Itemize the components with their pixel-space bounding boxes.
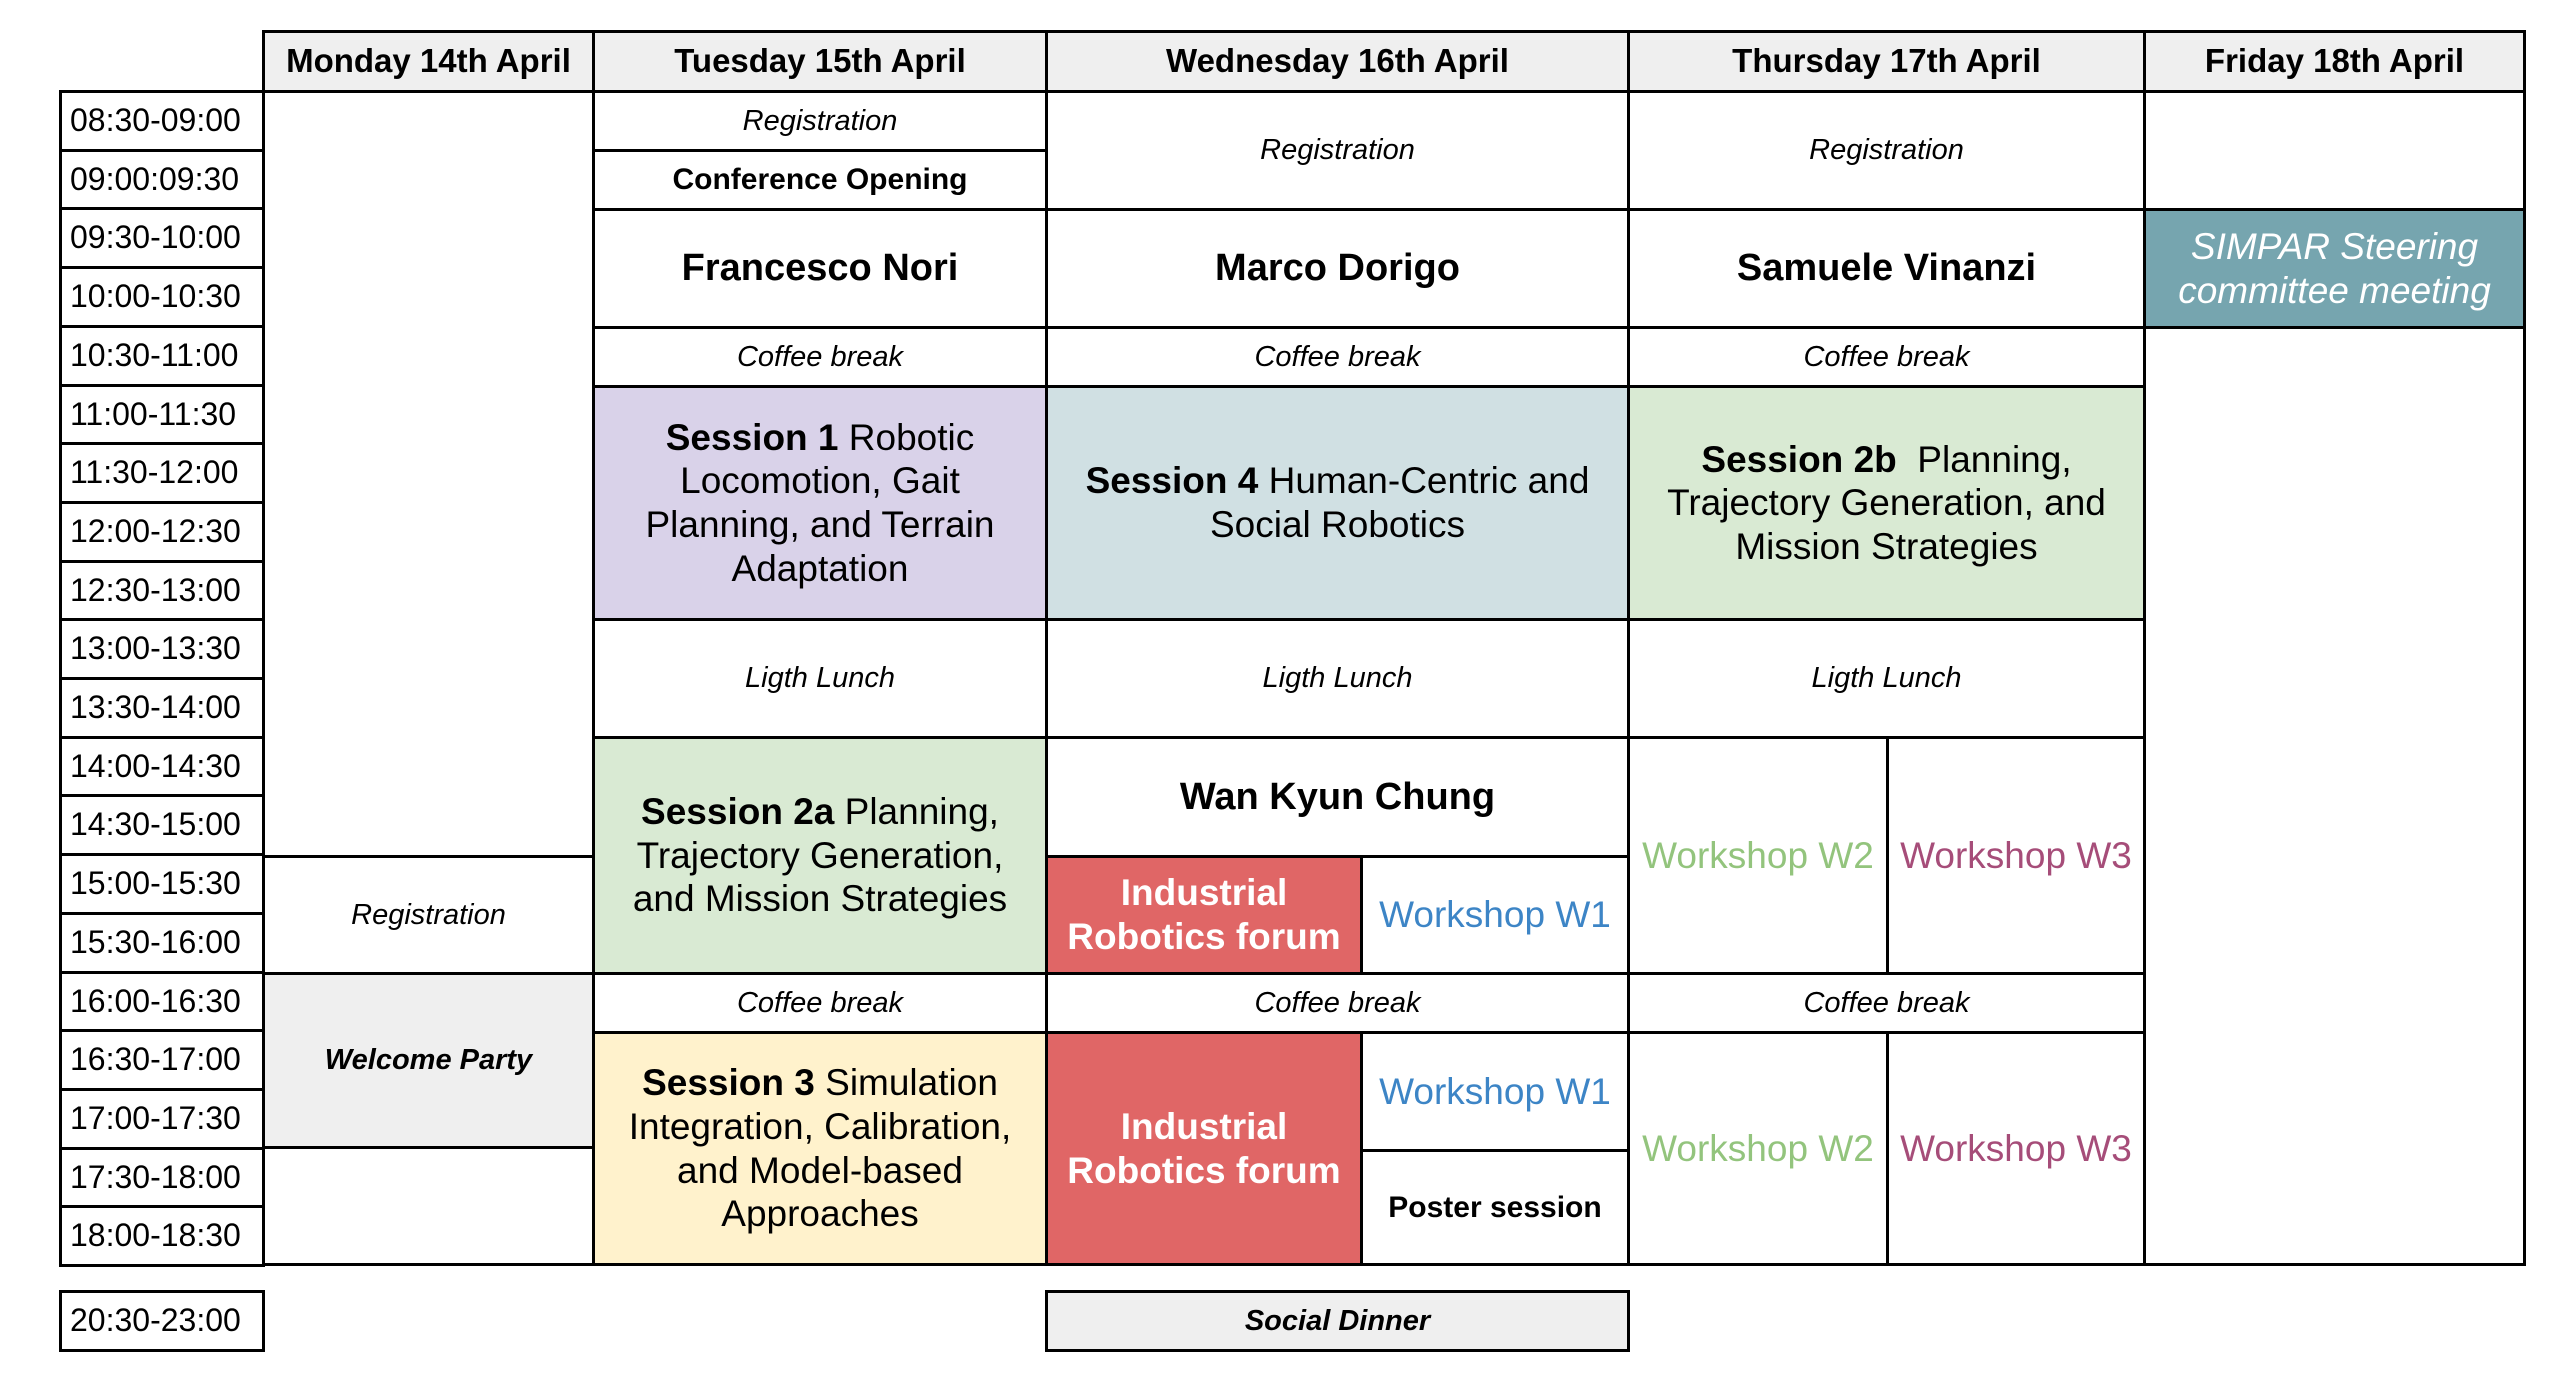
- thursday-keynote: Samuele Vinanzi: [1627, 208, 2146, 329]
- time-slot: 15:30-16:00: [59, 912, 265, 974]
- tuesday-keynote: Francesco Nori: [592, 208, 1048, 329]
- steering-meeting-label: SIMPAR Steering committee meeting: [2178, 225, 2491, 311]
- monday-welcome-party: Welcome Party: [262, 972, 595, 1149]
- session-2a-title: Session 2a: [641, 791, 835, 833]
- time-slot: 08:30-09:00: [59, 90, 265, 152]
- time-slot-evening: 20:30-23:00: [59, 1290, 265, 1352]
- time-slot: 13:00-13:30: [59, 618, 265, 680]
- session-2a-topic: Planning, Trajectory Generation, and Mission Strategies: [632, 791, 1008, 920]
- thursday-registration: Registration: [1627, 90, 2146, 211]
- tuesday-conference-opening: Conference Opening: [592, 149, 1048, 211]
- time-slot: 16:30-17:00: [59, 1029, 265, 1091]
- thursday-workshop-w2-a: Workshop W2: [1627, 736, 1889, 975]
- thursday-workshop-w3-b: Workshop W3: [1886, 1031, 2146, 1266]
- time-slot: 14:30-15:00: [59, 794, 265, 856]
- time-slot: 12:00-12:30: [59, 501, 265, 563]
- wednesday-keynote-afternoon: Wan Kyun Chung: [1045, 736, 1630, 858]
- wednesday-poster-session: Poster session: [1360, 1149, 1630, 1266]
- time-slot: 17:30-18:00: [59, 1147, 265, 1208]
- wednesday-coffee-break-afternoon: Coffee break: [1045, 972, 1630, 1034]
- time-slot: 09:30-10:00: [59, 207, 265, 269]
- time-slot: 11:00-11:30: [59, 384, 265, 445]
- session-1-topic: Robotic Locomotion, Gait Planning, and Terrain Adaptation: [645, 416, 995, 589]
- wednesday-keynote: Marco Dorigo: [1045, 208, 1630, 329]
- monday-registration: Registration: [262, 855, 595, 975]
- time-slot: 10:00-10:30: [59, 266, 265, 328]
- session-2b-topic: Planning, Trajectory Generation, and Mission Strategies: [1667, 438, 2117, 567]
- time-slot: 18:00-18:30: [59, 1205, 265, 1267]
- tuesday-registration: Registration: [592, 90, 1048, 152]
- time-slot: 16:00-16:30: [59, 971, 265, 1032]
- session-4-topic: Human-Centric and Social Robotics: [1209, 460, 1590, 545]
- wednesday-registration: Registration: [1045, 90, 1630, 211]
- monday-free-morning: [262, 90, 595, 858]
- time-slot: 14:00-14:30: [59, 736, 265, 797]
- wednesday-session-4: [1045, 385, 1630, 621]
- header-thursday: Thursday 17th April: [1627, 30, 2146, 93]
- tuesday-light-lunch: Ligth Lunch: [592, 618, 1048, 739]
- friday-free-morning: [2143, 90, 2526, 211]
- friday-steering-meeting: [2143, 208, 2526, 329]
- time-slot: 09:00:09:30: [59, 149, 265, 210]
- time-slot: 11:30-12:00: [59, 442, 265, 504]
- session-4-title: Session 4: [1085, 460, 1259, 502]
- time-slot: 15:00-15:30: [59, 853, 265, 915]
- wednesday-workshop-w1-a: Workshop W1: [1360, 855, 1630, 975]
- social-dinner: Social Dinner: [1045, 1290, 1630, 1352]
- header-friday: Friday 18th April: [2143, 30, 2526, 93]
- header-monday: Monday 14th April: [262, 30, 595, 93]
- time-slot: 12:30-13:00: [59, 560, 265, 621]
- session-1-title: Session 1: [665, 416, 839, 458]
- friday-free-rest: [2143, 326, 2526, 1266]
- wednesday-workshop-w1-b: Workshop W1: [1360, 1031, 1630, 1152]
- wednesday-industrial-forum-1: Industrial Robotics forum: [1045, 855, 1363, 975]
- wednesday-industrial-forum-2: Industrial Robotics forum: [1045, 1031, 1363, 1266]
- wednesday-light-lunch: Ligth Lunch: [1045, 618, 1630, 739]
- header-wednesday: Wednesday 16th April: [1045, 30, 1630, 93]
- thursday-workshop-w3-a: Workshop W3: [1886, 736, 2146, 975]
- monday-free-evening: [262, 1146, 595, 1266]
- thursday-workshop-w2-b: Workshop W2: [1627, 1031, 1889, 1266]
- session-3-topic: Simulation Integration, Calibration, and Model-based Approaches: [628, 1062, 1012, 1235]
- time-slot: 10:30-11:00: [59, 325, 265, 387]
- session-2b-title: Session 2b: [1701, 438, 1897, 480]
- time-slot: 17:00-17:30: [59, 1088, 265, 1150]
- time-slot: 13:30-14:00: [59, 677, 265, 739]
- header-tuesday: Tuesday 15th April: [592, 30, 1048, 93]
- tuesday-session-3: [592, 1031, 1048, 1266]
- tuesday-coffee-break-afternoon: Coffee break: [592, 972, 1048, 1034]
- tuesday-session-1: [592, 385, 1048, 621]
- thursday-coffee-break-morning: Coffee break: [1627, 326, 2146, 388]
- thursday-session-2b: [1627, 385, 2146, 621]
- tuesday-coffee-break-morning: Coffee break: [592, 326, 1048, 388]
- session-3-title: Session 3: [642, 1062, 815, 1104]
- thursday-coffee-break-afternoon: Coffee break: [1627, 972, 2146, 1034]
- tuesday-session-2a: [592, 736, 1048, 975]
- thursday-light-lunch: Ligth Lunch: [1627, 618, 2146, 739]
- wednesday-coffee-break-morning: Coffee break: [1045, 326, 1630, 388]
